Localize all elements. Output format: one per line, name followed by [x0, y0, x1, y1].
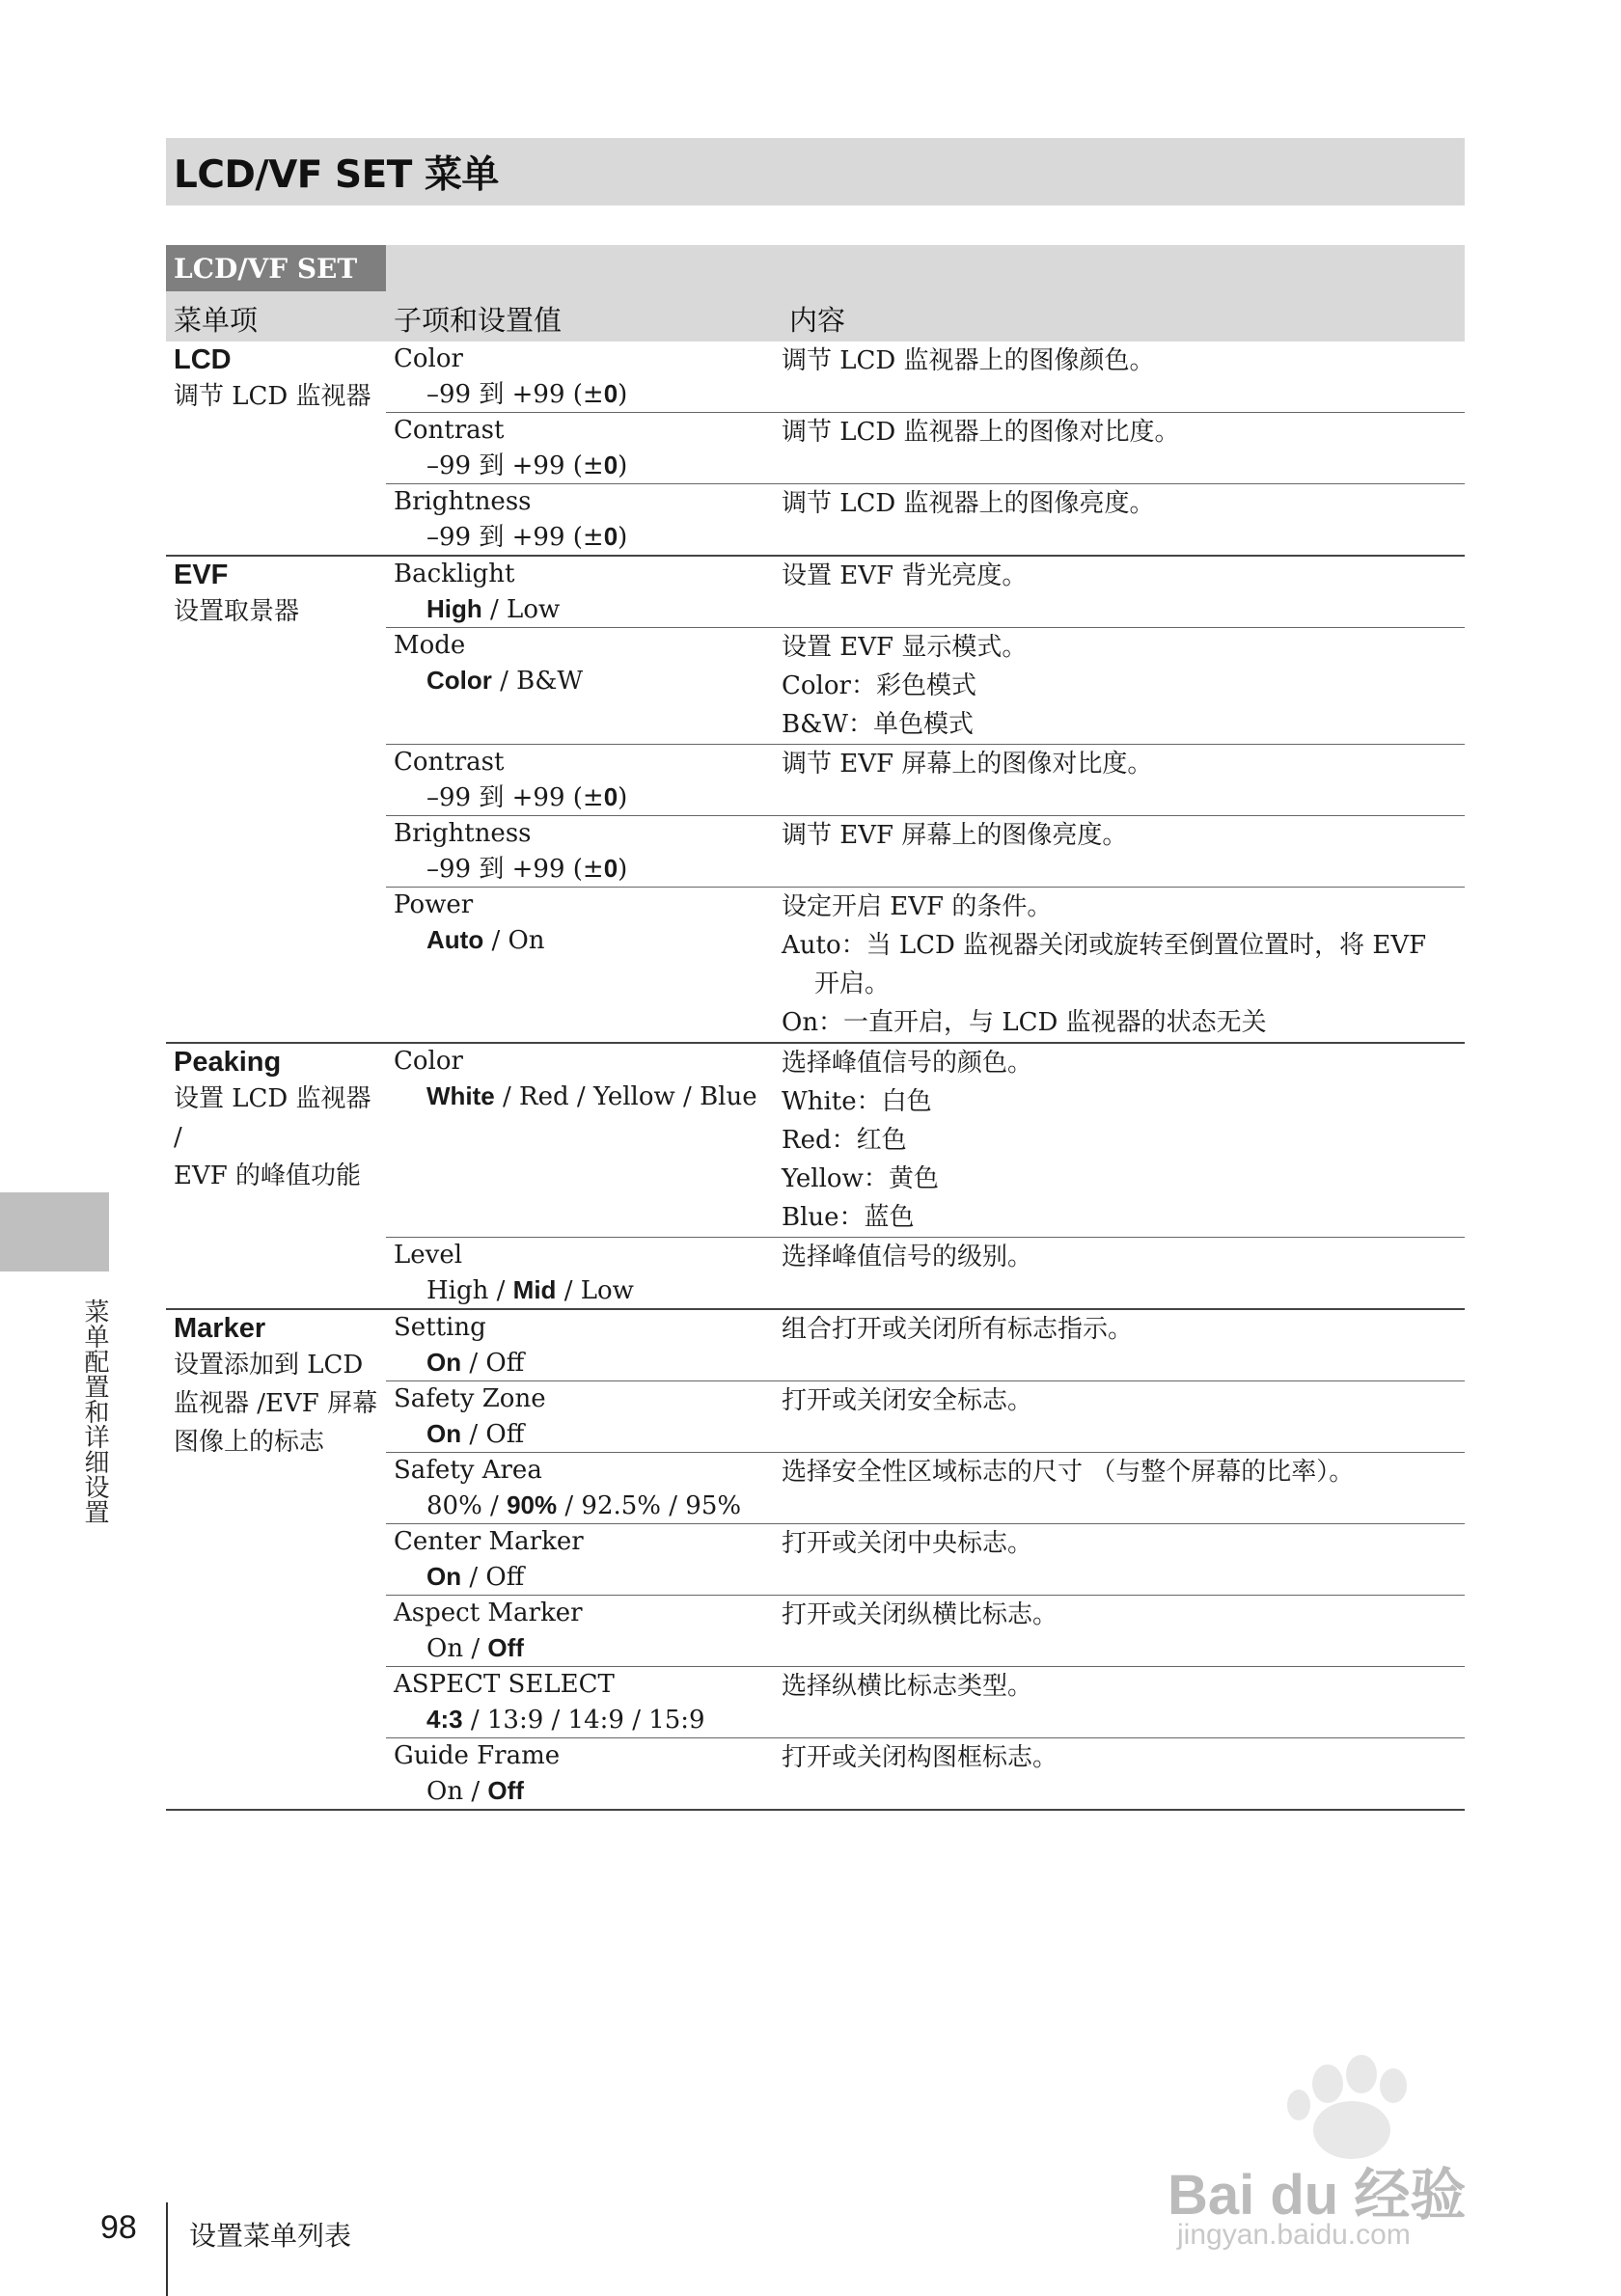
- default-value: Color: [426, 666, 492, 695]
- content-line: Red：红色: [782, 1126, 907, 1155]
- setting-values: [394, 1272, 782, 1308]
- sub-item-cell: [386, 1524, 782, 1595]
- column-header-sub-item: 子项和设置值: [394, 304, 563, 337]
- sub-item-cell: [386, 628, 782, 744]
- content-cell: [782, 1667, 1465, 1737]
- menu-group-lcd: [166, 342, 1465, 557]
- setting-values: [394, 1416, 782, 1452]
- table-row: [386, 1044, 1465, 1238]
- content-cell: [782, 1238, 1465, 1308]
- content-line: 调节 EVF 屏幕上的图像对比度。: [782, 750, 1153, 779]
- content-cell: [782, 342, 1465, 412]
- sub-item-name: Center Marker: [394, 1527, 584, 1556]
- menu-item-cell: [166, 557, 386, 1042]
- default-value: 0: [603, 522, 618, 551]
- sub-item-name: Backlight: [394, 560, 515, 588]
- default-value: 0: [603, 854, 618, 883]
- sub-item-name: Brightness: [394, 819, 532, 848]
- default-value: 4:3: [426, 1705, 463, 1734]
- table-row: [386, 1524, 1465, 1596]
- menu-item-description: 监视器 /EVF 屏幕: [174, 1389, 378, 1418]
- value-text: / Off: [461, 1349, 525, 1378]
- table-row: [386, 413, 1465, 484]
- default-value: High: [426, 594, 482, 623]
- content-cell: [782, 745, 1465, 815]
- menu-item-description: EVF 的峰值功能: [174, 1162, 362, 1190]
- menu-item-description: 图像上的标志: [174, 1428, 325, 1457]
- value-text: –99 到 +99 (±: [426, 855, 604, 884]
- sub-item-cell: [386, 1453, 782, 1523]
- sub-item-rows: [386, 1044, 1465, 1308]
- content-line: 调节 LCD 监视器上的图像亮度。: [782, 489, 1155, 518]
- value-text: On /: [426, 1777, 488, 1806]
- setting-values: [394, 448, 782, 483]
- content-cell: [782, 413, 1465, 483]
- value-text: ): [618, 855, 628, 884]
- sub-item-cell: [386, 1044, 782, 1237]
- sub-item-name: Power: [394, 890, 474, 919]
- content-line: 调节 LCD 监视器上的图像颜色。: [782, 346, 1155, 375]
- footer-section-label: 设置菜单列表: [189, 2220, 352, 2252]
- sub-item-name: Contrast: [394, 748, 505, 777]
- sub-item-rows: [386, 557, 1465, 1042]
- column-header-content: 内容: [789, 304, 846, 337]
- setting-values: [394, 1559, 782, 1595]
- sub-item-cell: [386, 413, 782, 483]
- sub-item-name: Brightness: [394, 487, 532, 516]
- value-text: ): [618, 451, 628, 480]
- content-line: White：白色: [782, 1087, 932, 1116]
- sub-item-cell: [386, 1238, 782, 1308]
- value-text: ): [618, 523, 628, 552]
- content-line: Color：彩色模式: [782, 671, 976, 700]
- side-tab-label: 菜单配置和详细设置: [80, 1298, 109, 1524]
- table-row: [386, 1667, 1465, 1738]
- content-line: Yellow：黄色: [782, 1164, 939, 1193]
- setting-values: [394, 779, 782, 815]
- sub-item-cell: [386, 1667, 782, 1737]
- content-cell: [782, 816, 1465, 887]
- table-badge: LCD/VF SET: [166, 245, 386, 291]
- content-line: 调节 EVF 屏幕上的图像亮度。: [782, 821, 1128, 850]
- content-line: 选择安全性区域标志的尺寸 （与整个屏幕的比率）。: [782, 1458, 1355, 1487]
- sub-item-rows: [386, 1310, 1465, 1809]
- table-row: [386, 1381, 1465, 1453]
- value-text: / B&W: [491, 667, 584, 696]
- value-text: / On: [483, 926, 545, 955]
- setting-values: [394, 663, 782, 698]
- sub-item-cell: [386, 1738, 782, 1809]
- sub-item-name: Setting: [394, 1313, 486, 1342]
- setting-values: [394, 1702, 782, 1737]
- sub-item-cell: [386, 888, 782, 1042]
- value-text: –99 到 +99 (±: [426, 783, 604, 812]
- sub-item-name: Color: [394, 344, 463, 373]
- sub-item-cell: [386, 1596, 782, 1666]
- default-value: On: [426, 1562, 462, 1591]
- content-cell: [782, 1381, 1465, 1452]
- value-text: 80% /: [426, 1491, 508, 1520]
- menu-item-name: EVF: [174, 560, 229, 590]
- default-value: 0: [603, 379, 618, 408]
- content-cell: [782, 888, 1465, 1042]
- setting-values: [394, 519, 782, 555]
- setting-values: [394, 922, 782, 958]
- default-value: On: [426, 1419, 462, 1448]
- content-line: 设置 EVF 背光亮度。: [782, 561, 1028, 590]
- default-value: Mid: [512, 1275, 557, 1304]
- value-text: –99 到 +99 (±: [426, 380, 604, 409]
- table-row: [386, 342, 1465, 413]
- sub-item-name: Guide Frame: [394, 1741, 561, 1770]
- table-row: [386, 745, 1465, 816]
- value-text: / Off: [461, 1420, 525, 1449]
- table-row: [386, 557, 1465, 628]
- table-row: [386, 1738, 1465, 1809]
- default-value: Off: [487, 1776, 524, 1805]
- setting-values: [394, 1630, 782, 1666]
- default-value: Auto: [426, 925, 484, 954]
- sub-item-name: Aspect Marker: [394, 1599, 583, 1627]
- menu-item-name: Peaking: [174, 1047, 282, 1078]
- sub-item-cell: [386, 557, 782, 627]
- default-value: 0: [603, 451, 618, 479]
- default-value: On: [426, 1348, 462, 1377]
- content-line: On：一直开启，与 LCD 监视器的状态无关: [782, 1008, 1267, 1037]
- sub-item-cell: [386, 342, 782, 412]
- table-row: [386, 888, 1465, 1042]
- menu-group-marker: [166, 1310, 1465, 1811]
- sub-item-name: Safety Zone: [394, 1384, 546, 1413]
- menu-item-cell: [166, 1310, 386, 1809]
- sub-item-name: Contrast: [394, 416, 505, 445]
- sub-item-name: Level: [394, 1241, 463, 1270]
- sub-item-cell: [386, 816, 782, 887]
- table-row: [386, 1453, 1465, 1524]
- content-line: 打开或关闭构图框标志。: [782, 1743, 1058, 1772]
- content-line: 打开或关闭安全标志。: [782, 1386, 1033, 1415]
- sub-item-cell: [386, 484, 782, 555]
- value-text: / Off: [461, 1563, 525, 1592]
- content-line: 选择峰值信号的级别。: [782, 1243, 1033, 1271]
- value-text: ): [618, 380, 628, 409]
- value-text: ): [618, 783, 628, 812]
- value-text: –99 到 +99 (±: [426, 451, 604, 480]
- table-row: [386, 816, 1465, 888]
- content-cell: [782, 1044, 1465, 1237]
- page-title-bar: [166, 138, 1465, 205]
- table-row: [386, 1238, 1465, 1308]
- content-cell: [782, 1738, 1465, 1809]
- content-line: 组合打开或关闭所有标志指示。: [782, 1315, 1134, 1344]
- value-text: / 92.5% / 95%: [557, 1491, 742, 1520]
- content-cell: [782, 628, 1465, 744]
- setting-values: [394, 1079, 782, 1114]
- default-value: Off: [487, 1633, 524, 1662]
- menu-item-cell: [166, 1044, 386, 1308]
- table-row: [386, 1310, 1465, 1381]
- sub-item-name: ASPECT SELECT: [394, 1670, 615, 1699]
- default-value: 0: [603, 782, 618, 811]
- sub-item-name: Color: [394, 1047, 463, 1076]
- setting-values: [394, 376, 782, 412]
- sub-item-name: Mode: [394, 631, 466, 660]
- menu-item-name: LCD: [174, 344, 232, 375]
- table-row: [386, 1596, 1465, 1667]
- side-tab-marker: [0, 1192, 109, 1271]
- watermark-url: jingyan.baidu.com: [1177, 2219, 1411, 2251]
- content-cell: [782, 557, 1465, 627]
- content-line: 打开或关闭中央标志。: [782, 1529, 1033, 1558]
- menu-item-description: 调节 LCD 监视器: [174, 382, 371, 411]
- setting-values: [394, 1773, 782, 1809]
- value-text: On /: [426, 1634, 488, 1663]
- content-cell: [782, 1310, 1465, 1380]
- menu-item-description: 设置 LCD 监视器 /: [174, 1084, 371, 1152]
- default-value: 90%: [507, 1490, 558, 1519]
- content-cell: [782, 1596, 1465, 1666]
- content-line: Blue：蓝色: [782, 1203, 915, 1232]
- content-line: 打开或关闭纵横比标志。: [782, 1600, 1058, 1629]
- content-line: B&W：单色模式: [782, 710, 974, 739]
- menu-item-description: 设置取景器: [174, 597, 300, 626]
- content-line: Auto：当 LCD 监视器关闭或旋转至倒置位置时，将 EVF: [782, 931, 1427, 960]
- menu-item-cell: [166, 342, 386, 555]
- value-text: / 13:9 / 14:9 / 15:9: [462, 1706, 705, 1735]
- setting-values: [394, 851, 782, 887]
- table-header: [166, 245, 1465, 342]
- menu-group-peaking: [166, 1044, 1465, 1310]
- content-cell: [782, 1524, 1465, 1595]
- content-cell: [782, 484, 1465, 555]
- page-number: 98: [100, 2209, 137, 2246]
- setting-values: [394, 591, 782, 627]
- content-line: 调节 LCD 监视器上的图像对比度。: [782, 418, 1180, 447]
- value-text: –99 到 +99 (±: [426, 523, 604, 552]
- value-text: High /: [426, 1276, 513, 1305]
- menu-item-description: 设置添加到 LCD: [174, 1351, 364, 1380]
- sub-item-name: Safety Area: [394, 1456, 542, 1485]
- menu-item-name: Marker: [174, 1313, 266, 1344]
- table-row: [386, 628, 1465, 745]
- footer-divider: [166, 2202, 168, 2296]
- page-title: LCD/VF SET 菜单: [174, 153, 499, 197]
- content-cell: [782, 1453, 1465, 1523]
- content-line: 设置 EVF 显示模式。: [782, 633, 1028, 662]
- setting-values: [394, 1488, 782, 1523]
- table-body: [166, 342, 1465, 1811]
- sub-item-cell: [386, 745, 782, 815]
- watermark-brand: Bai du 经验: [1168, 2164, 1467, 2227]
- settings-table: [166, 245, 1465, 1811]
- value-text: / Low: [556, 1276, 634, 1305]
- value-text: / Low: [481, 595, 561, 624]
- sub-item-cell: [386, 1310, 782, 1380]
- setting-values: [394, 1345, 782, 1380]
- content-line: 选择峰值信号的颜色。: [782, 1049, 1033, 1078]
- sub-item-rows: [386, 342, 1465, 555]
- value-text: / Red / Yellow / Blue: [494, 1082, 757, 1111]
- content-line: 选择纵横比标志类型。: [782, 1672, 1033, 1701]
- table-row: [386, 484, 1465, 555]
- default-value: White: [426, 1081, 495, 1110]
- sub-item-cell: [386, 1381, 782, 1452]
- content-line: 设定开启 EVF 的条件。: [782, 892, 1053, 921]
- column-header-menu-item: 菜单项: [174, 304, 259, 337]
- menu-group-evf: [166, 557, 1465, 1044]
- content-line: 开启。: [814, 970, 891, 998]
